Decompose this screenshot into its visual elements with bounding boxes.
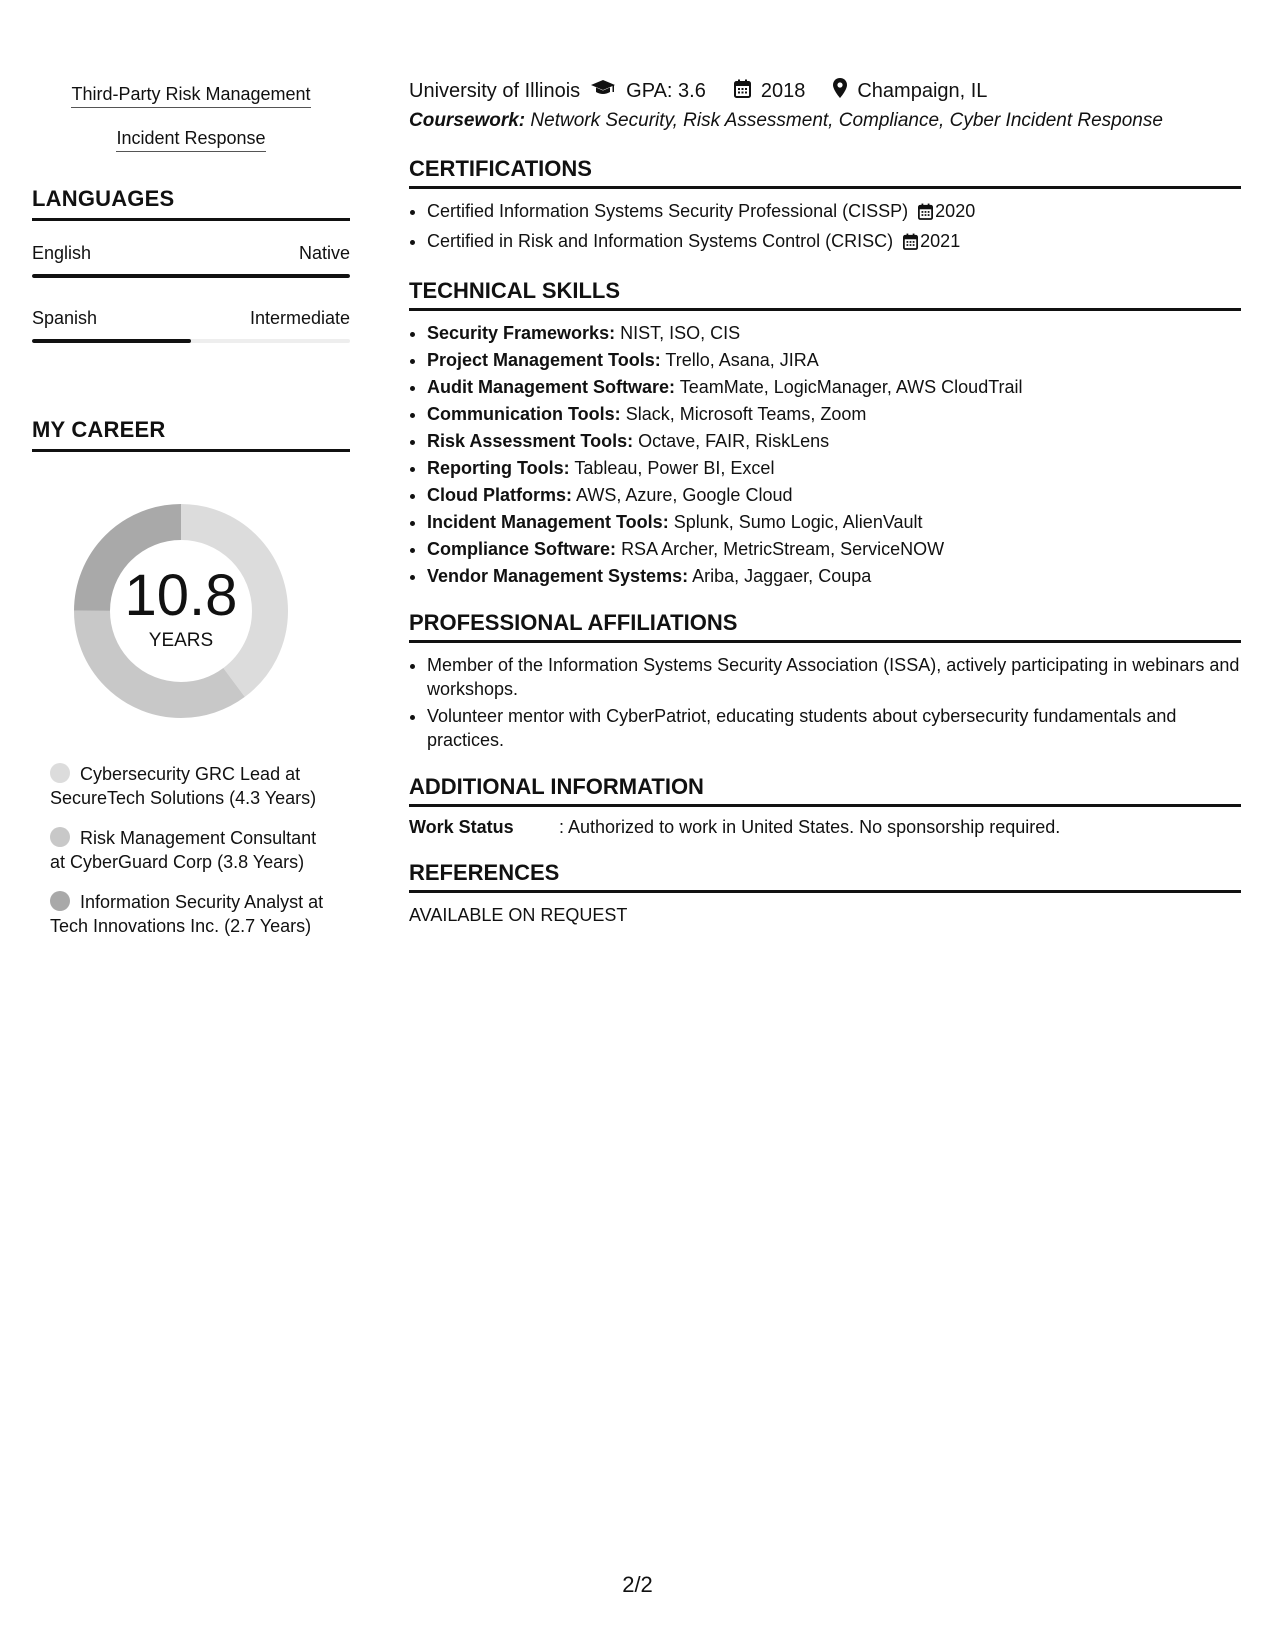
- affiliations-heading: PROFESSIONAL AFFILIATIONS: [409, 610, 1241, 643]
- page-indicator: 2/2: [622, 1572, 653, 1597]
- career-legend-item: Risk Management Consultant at CyberGuard Corp (3.8 Years): [50, 828, 317, 872]
- list-item: • Cloud Platforms: AWS, Azure, Google Cloud: [427, 483, 1241, 507]
- language-proficiency-bar: [32, 274, 350, 278]
- technical-skills-heading: TECHNICAL SKILLS: [409, 278, 1241, 311]
- language-item: [32, 243, 350, 278]
- affiliations-list: [409, 653, 1241, 752]
- list-item: • Vendor Management Systems: Ariba, Jaggaer, Coupa: [427, 564, 1241, 588]
- list-item: • Member of the Information Systems Security Association (ISSA), actively participating in webinars and workshops.: [427, 653, 1241, 701]
- career-legend-item: Cybersecurity GRC Lead at SecureTech Solutions (4.3 Years): [50, 764, 317, 808]
- language-name: English: [32, 243, 92, 263]
- gpa: GPA: 3.6: [626, 79, 706, 102]
- list-item: • Reporting Tools: Tableau, Power BI, Excel: [427, 456, 1241, 480]
- career-legend-item: Information Security Analyst at Tech Innovations Inc. (2.7 Years): [50, 892, 324, 936]
- calendar-icon: [734, 79, 751, 104]
- technical-skills-list: [409, 321, 1241, 588]
- list-item: • Project Management Tools: Trello, Asana, JIRA: [427, 348, 1241, 372]
- additional-info-heading: ADDITIONAL INFORMATION: [409, 774, 1241, 807]
- career-donut-chart: [66, 496, 296, 726]
- language-proficiency-fill: [32, 274, 350, 278]
- references-heading: REFERENCES: [409, 860, 1241, 893]
- list-item: • Incident Management Tools: Splunk, Sumo Logic, AlienVault: [427, 510, 1241, 534]
- language-level: Intermediate: [249, 308, 350, 328]
- list-item: • Certified in Risk and Information Systems Control (CRISC) 2021: [427, 229, 1241, 256]
- school-name: University of Illinois: [409, 79, 581, 102]
- list-item: • Certified Information Systems Security Professional (CISSP) 2020: [427, 199, 1241, 226]
- certifications-list: [409, 199, 1241, 256]
- list-item: • Volunteer mentor with CyberPatriot, educating students about cybersecurity fundamentals and practices.: [427, 704, 1241, 752]
- legend-dot-icon: [50, 827, 70, 847]
- legend-dot-icon: [50, 763, 70, 783]
- calendar-icon: [918, 202, 933, 226]
- coursework: Coursework: Network Security, Risk Assessment, Compliance, Cyber Incident Response: [409, 110, 1163, 131]
- skill-tag: Third-Party Risk Management: [32, 82, 350, 108]
- graduation-cap-icon: [590, 79, 616, 103]
- legend-dot-icon: [50, 891, 70, 911]
- language-name: Spanish: [32, 308, 98, 328]
- language-level: Native: [298, 243, 350, 263]
- language-proficiency-fill: [32, 339, 191, 343]
- list-item: • Communication Tools: Slack, Microsoft Teams, Zoom: [427, 402, 1241, 426]
- certifications-heading: CERTIFICATIONS: [409, 156, 1241, 189]
- career-total-unit: YEARS: [148, 630, 214, 651]
- work-status-value: : Authorized to work in United States. No sponsorship required.: [559, 817, 1061, 837]
- map-pin-icon: [833, 78, 847, 104]
- references-text: AVAILABLE ON REQUEST: [409, 905, 628, 925]
- language-proficiency-bar: [32, 339, 350, 343]
- sidebar: [32, 82, 350, 954]
- work-status-row: [409, 817, 1241, 838]
- calendar-icon: [903, 232, 918, 256]
- languages-heading: LANGUAGES: [32, 186, 350, 221]
- career-heading: MY CAREER: [32, 417, 350, 452]
- skill-tag: Incident Response: [32, 126, 350, 152]
- work-status-label: Work Status: [409, 817, 514, 837]
- list-item: • Audit Management Software: TeamMate, LogicManager, AWS CloudTrail: [427, 375, 1241, 399]
- main-content: [409, 78, 1241, 926]
- list-item: • Risk Assessment Tools: Octave, FAIR, RiskLens: [427, 429, 1241, 453]
- language-item: [32, 308, 350, 343]
- list-item: • Compliance Software: RSA Archer, MetricStream, ServiceNOW: [427, 537, 1241, 561]
- school-location: Champaign, IL: [857, 79, 988, 102]
- education-line: [409, 78, 1241, 104]
- career-total-years: 10.8: [124, 563, 238, 628]
- list-item: • Security Frameworks: NIST, ISO, CIS: [427, 321, 1241, 345]
- graduation-year: 2018: [760, 79, 806, 102]
- career-legend: [32, 762, 330, 938]
